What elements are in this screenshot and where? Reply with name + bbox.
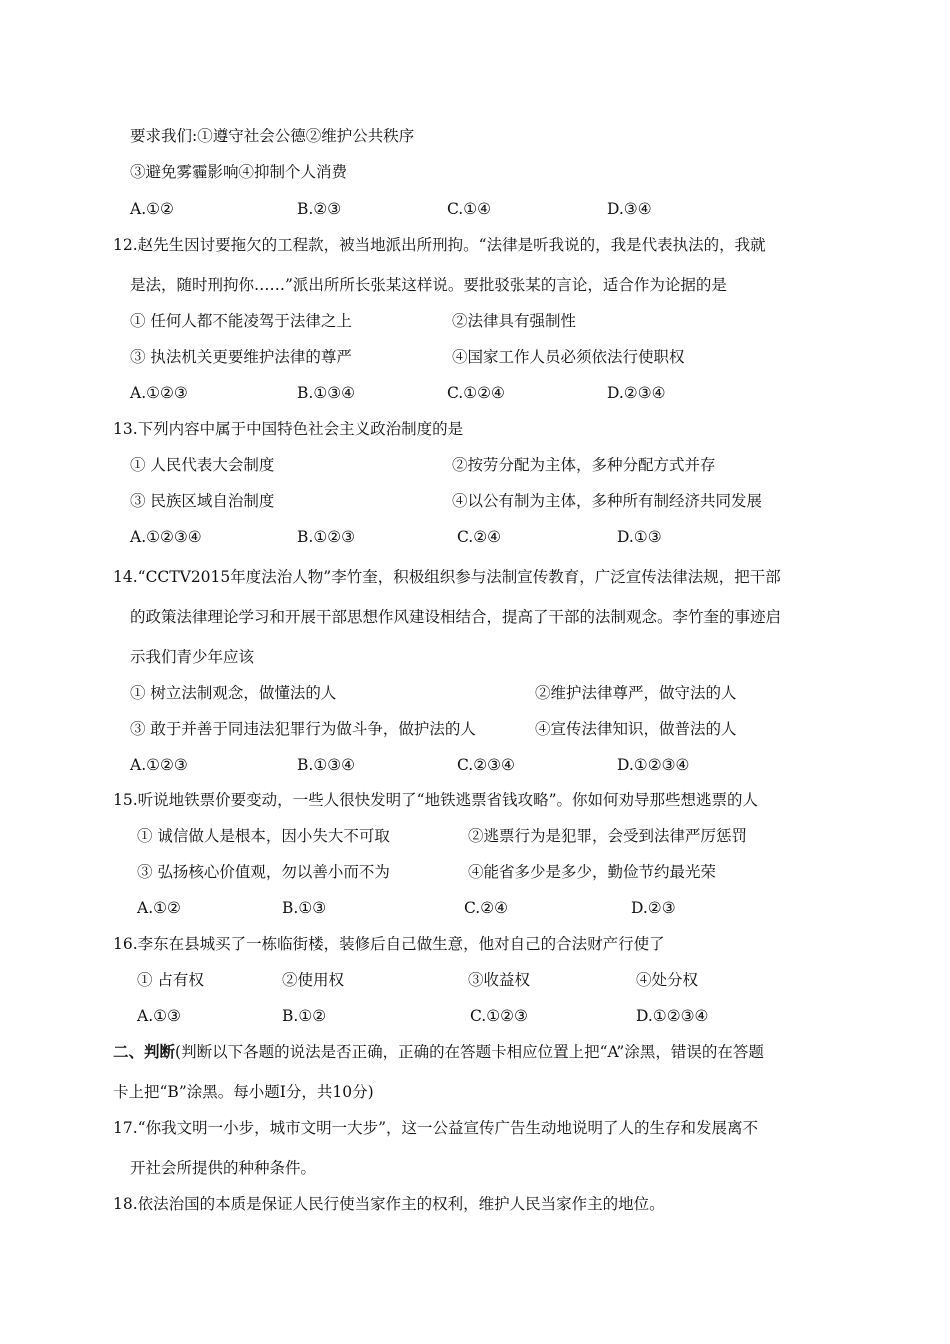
q12-choice-c: C.①②④: [447, 384, 505, 402]
q16-choice-d: D.①②③④: [636, 1007, 709, 1025]
q11-options-3-4: ③避免雾霾影响④抑制个人消费: [130, 163, 348, 181]
q11-choice-a: A.①②: [130, 200, 174, 218]
q15-choice-b: B.①③: [282, 899, 327, 917]
q14-option-3: ③ 敢于并善于同违法犯罪行为做斗争，做护法的人: [130, 720, 476, 738]
q13-option-4: ④以公有制为主体，多种所有制经济共同发展: [452, 492, 763, 510]
section2-line1: [113, 1042, 764, 1062]
q15-option-1: ① 诚信做人是根本，因小失大不可取: [137, 827, 390, 845]
q15-choice-d: D.②③: [631, 899, 676, 917]
q13-option-2: ②按劳分配为主体，多种分配方式并存: [452, 456, 716, 474]
section2-instructions-part2: 卡上把“B”涂黑。每小题Ⅰ分，共10分): [113, 1083, 374, 1101]
q12-option-3: ③ 执法机关更要维护法律的尊严: [130, 348, 352, 366]
q15-stem: 15.听说地铁票价要变动，一些人很快发明了“地铁逃票省钱攻略”。你如何劝导那些想逃票的人: [113, 791, 759, 809]
q16-option-1: ① 占有权: [137, 971, 204, 989]
q14-option-4: ④宣传法律知识，做普法的人: [535, 720, 737, 738]
q14-stem-line2: 的政策法律理论学习和开展干部思想作风建设相结合，提高了干部的法制观念。李竹奎的事迹启: [130, 608, 782, 626]
q15-option-3: ③ 弘扬核心价值观，勿以善小而不为: [137, 863, 390, 881]
q12-option-2: ②法律具有强制性: [452, 312, 577, 330]
q14-choice-d: D.①②③④: [617, 756, 690, 774]
q12-option-1: ① 任何人都不能凌驾于法律之上: [130, 312, 352, 330]
q16-option-4: ④处分权: [636, 971, 699, 989]
q12-choice-a: A.①②③: [130, 384, 188, 402]
q13-option-3: ③ 民族区域自治制度: [130, 492, 275, 510]
q18-statement: 18.依法治国的本质是保证人民行使当家作主的权利，维护人民当家作主的地位。: [113, 1195, 665, 1213]
q16-option-2: ②使用权: [282, 971, 345, 989]
q17-statement-line1: 17.“你我文明一小步，城市文明一大步”，这一公益宣传广告生动地说明了人的生存和发展离不: [113, 1119, 759, 1137]
q12-option-4: ④国家工作人员必须依法行使职权: [452, 348, 685, 366]
q12-stem-line2: 是法，随时刑拘你……”派出所所长张某这样说。要批驳张某的言论，适合作为论据的是: [130, 276, 727, 294]
q11-choice-c: C.①④: [447, 200, 492, 218]
q14-stem-line3: 示我们青少年应该: [130, 648, 255, 666]
section2-heading: 二、判断: [113, 1042, 176, 1061]
q15-option-4: ④能省多少是多少，勤俭节约最光荣: [468, 863, 717, 881]
q16-stem: 16.李东在县城买了一栋临街楼，装修后自己做生意，他对自己的合法财产行使了: [113, 935, 665, 953]
q12-stem-line1: 12.赵先生因讨要拖欠的工程款，被当地派出所刑拘。“法律是听我说的，我是代表执法的，我就: [113, 236, 766, 254]
section2-instructions-part1: (判断以下各题的说法是否正确，正确的在答题卡相应位置上把“A”涂黑，错误的在答题: [175, 1043, 764, 1061]
q16-choice-a: A.①③: [137, 1007, 181, 1025]
q16-choice-b: B.①②: [282, 1007, 327, 1025]
q14-option-2: ②维护法律尊严，做守法的人: [535, 684, 737, 702]
q11-choice-d: D.③④: [607, 200, 652, 218]
q13-choice-d: D.①③: [617, 528, 662, 546]
q13-choice-c: C.②④: [457, 528, 502, 546]
q14-stem-line1: 14.“CCTV2015年度法治人物”李竹奎，积极组织参与法制宣传教育，广泛宣传法律法规，把干部: [113, 568, 781, 586]
q16-choice-c: C.①②③: [470, 1007, 528, 1025]
q14-choice-b: B.①③④: [297, 756, 356, 774]
q11-choice-b: B.②③: [297, 200, 342, 218]
q11-text-continuation: 要求我们:①遵守社会公德②维护公共秩序: [130, 127, 415, 145]
q14-choice-a: A.①②③: [130, 756, 188, 774]
q12-choice-d: D.②③④: [607, 384, 666, 402]
q12-choice-b: B.①③④: [297, 384, 356, 402]
q15-choice-c: C.②④: [464, 899, 509, 917]
q13-choice-a: A.①②③④: [130, 528, 202, 546]
q15-option-2: ②逃票行为是犯罪，会受到法律严厉惩罚: [468, 827, 748, 845]
q16-option-3: ③收益权: [468, 971, 531, 989]
q15-choice-a: A.①②: [137, 899, 181, 917]
q13-stem: 13.下列内容中属于中国特色社会主义政治制度的是: [113, 420, 464, 438]
q13-choice-b: B.①②③: [297, 528, 356, 546]
q13-option-1: ① 人民代表大会制度: [130, 456, 275, 474]
q14-choice-c: C.②③④: [457, 756, 515, 774]
q17-statement-line2: 开社会所提供的种种条件。: [130, 1159, 317, 1177]
q14-option-1: ① 树立法制观念，做懂法的人: [130, 684, 337, 702]
